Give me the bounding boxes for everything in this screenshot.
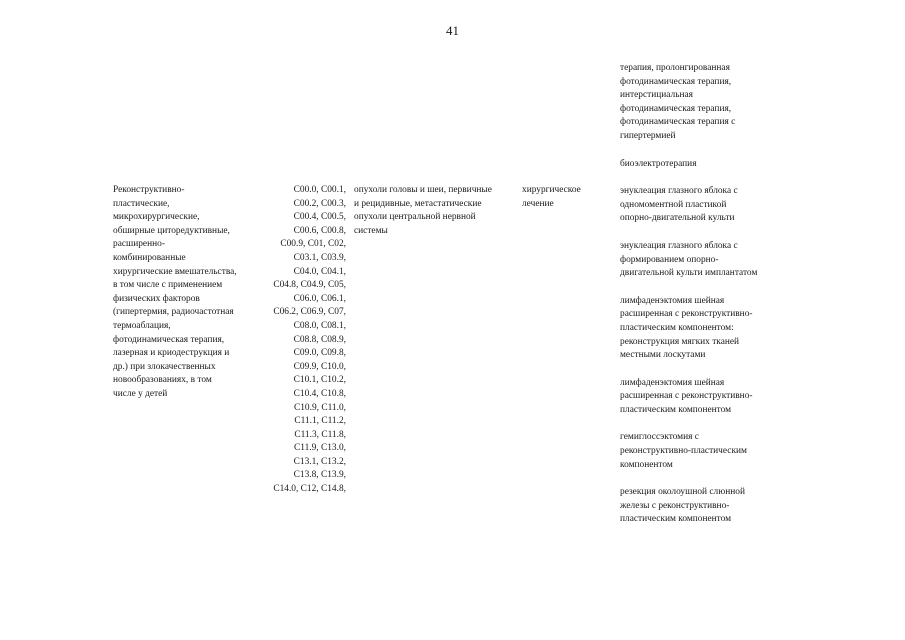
text-line: гипертермией xyxy=(620,130,676,141)
code-line: C11.9, C13.0, xyxy=(293,443,346,454)
code-line: C00.9, C01, C02, xyxy=(280,239,346,250)
text-line: резекция околоушной слюнной xyxy=(620,487,745,498)
text-line: обширные циторедуктивные, xyxy=(113,225,230,236)
code-line: C08.8, C08.9, xyxy=(293,334,346,345)
text-line: лимфаденэктомия шейная xyxy=(620,295,725,306)
text-line: терапия, пролонгированная xyxy=(620,63,730,73)
text-line: опорно-двигательной культи xyxy=(620,213,735,224)
intervention-column xyxy=(113,184,237,402)
text-line: пластическим компонентом xyxy=(620,404,732,415)
text-line: пластическим компонентом: xyxy=(620,322,734,333)
text-line: формированием опорно- xyxy=(620,254,719,265)
code-line: C00.2, C00.3, xyxy=(293,198,346,209)
code-line: C10.9, C11.0, xyxy=(293,402,346,413)
text-line: фотодинамическая терапия, xyxy=(620,76,732,87)
intro-block-1 xyxy=(620,62,757,144)
text-line: двигательной культи имплантатом xyxy=(620,268,758,279)
text-line: пластическим компонентом xyxy=(620,514,732,525)
code-line: C00.4, C00.5, xyxy=(293,212,346,223)
code-line: C11.1, C11.2, xyxy=(294,416,346,427)
text-line: лазерная и криодеструкция и xyxy=(113,348,230,359)
text-line: компонентом xyxy=(620,459,673,470)
code-line: C04.8, C04.9, C05, xyxy=(273,280,346,291)
text-line: биоэлектротерапия xyxy=(620,158,697,169)
text-line: комбинированные xyxy=(113,252,186,263)
text-line: расширенная с реконструктивно- xyxy=(620,391,753,402)
code-line: C09.9, C10.0, xyxy=(293,361,346,372)
text-line: опухоли головы и шеи, первичные xyxy=(354,185,492,195)
method-block-3 xyxy=(620,295,757,363)
icd-codes-column xyxy=(258,184,346,497)
text-line: Реконструктивно- xyxy=(113,185,185,195)
text-line: хирургическое xyxy=(522,185,581,195)
text-line: энуклеация глазного яблока с xyxy=(620,186,738,197)
method-block-5 xyxy=(620,431,757,472)
code-line: C13.8, C13.9, xyxy=(293,470,346,481)
code-line: C11.3, C11.8, xyxy=(294,429,346,440)
diagnosis-column xyxy=(354,184,492,238)
text-line: системы xyxy=(354,225,388,236)
method-block-4 xyxy=(620,377,757,418)
text-line: реконструктивно-пластическим xyxy=(620,446,747,457)
code-line: C08.0, C08.1, xyxy=(293,320,346,331)
code-line: C04.0, C04.1, xyxy=(293,266,346,277)
code-line: C10.4, C10.8, xyxy=(293,388,346,399)
code-line: C14.0, C12, C14.8, xyxy=(273,484,346,495)
text-line: термоаблация, xyxy=(113,320,171,331)
text-line: (гипертермия, радиочастотная xyxy=(113,307,234,318)
text-line: фотодинамическая терапия, xyxy=(113,334,225,345)
code-line: C03.1, C03.9, xyxy=(293,252,346,263)
code-line: C06.0, C06.1, xyxy=(293,293,346,304)
text-line: опухоли центральной нервной xyxy=(354,212,476,223)
code-line: C00.0, C00.1, xyxy=(293,185,346,195)
text-line: фотодинамическая терапия с xyxy=(620,117,736,128)
text-line: энуклеация глазного яблока с xyxy=(620,240,738,251)
text-line: др.) при злокачественных xyxy=(113,361,216,372)
text-line: гемиглоссэктомия с xyxy=(620,432,699,443)
code-line: C10.1, C10.2, xyxy=(293,375,346,386)
text-line: хирургические вмешательства, xyxy=(113,266,237,277)
text-line: реконструкция мягких тканей xyxy=(620,336,740,347)
text-line: одномоментной пластикой xyxy=(620,199,727,210)
text-line: и рецидивные, метастатические xyxy=(354,198,482,209)
text-line: в том числе с применением xyxy=(113,280,223,291)
method-block-6 xyxy=(620,486,757,527)
text-line: физических факторов xyxy=(113,293,200,304)
text-line: местными лоскутами xyxy=(620,350,706,361)
code-line: C00.6, C00.8, xyxy=(293,225,346,236)
treatment-type-column xyxy=(522,184,581,211)
text-line: фотодинамическая терапия, xyxy=(620,103,732,114)
text-line: пластические, xyxy=(113,198,170,209)
text-line: числе у детей xyxy=(113,388,168,399)
code-line: C06.2, C06.9, C07, xyxy=(273,307,346,318)
text-line: расширенная с реконструктивно- xyxy=(620,309,753,320)
text-line: микрохирургические, xyxy=(113,212,200,223)
text-line: интерстициальная xyxy=(620,90,693,101)
text-line: расширенно- xyxy=(113,239,165,250)
treatment-methods-column xyxy=(620,62,757,541)
code-line: C09.0, C09.8, xyxy=(293,348,346,359)
method-block-1 xyxy=(620,185,757,226)
method-block-2 xyxy=(620,240,757,281)
text-line: железы с реконструктивно- xyxy=(620,500,730,511)
code-line: C13.1, C13.2, xyxy=(293,456,346,467)
intro-block-2 xyxy=(620,158,757,172)
page-number: 41 xyxy=(446,23,459,38)
text-line: лимфаденэктомия шейная xyxy=(620,377,725,388)
text-line: новообразованиях, в том xyxy=(113,375,212,386)
text-line: лечение xyxy=(522,198,554,209)
